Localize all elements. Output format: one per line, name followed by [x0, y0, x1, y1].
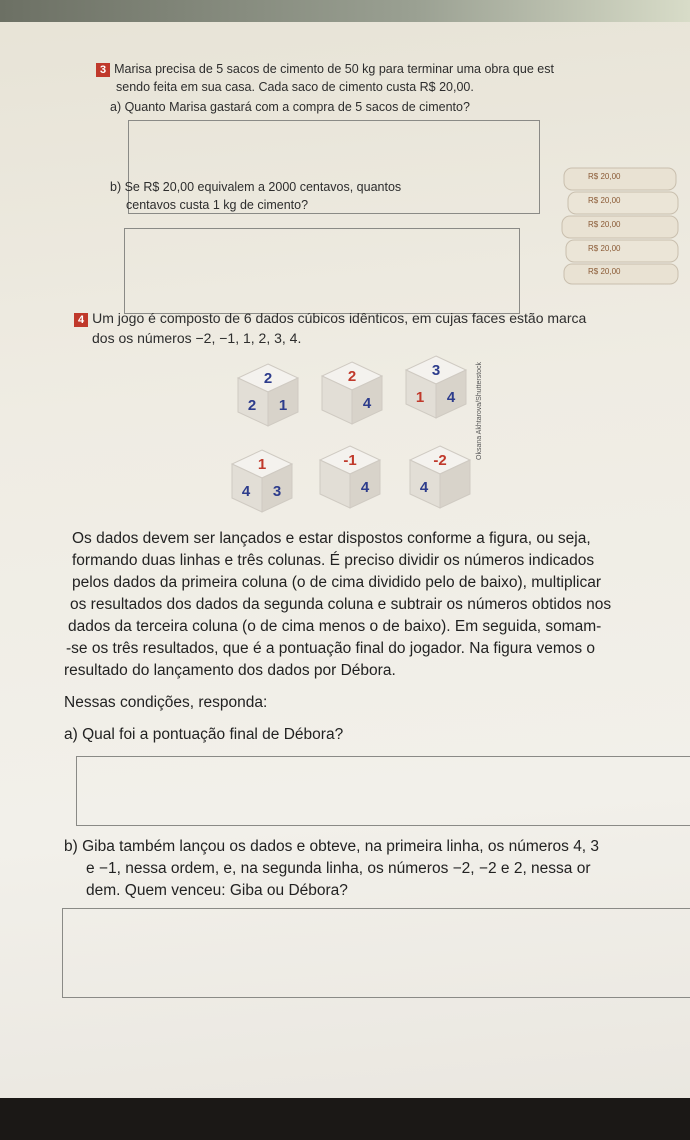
q3-answer-box-b[interactable] [124, 228, 520, 314]
q3-question-a: a) Quanto Marisa gastará com a compra de 5 sacos de cimento? [110, 100, 470, 114]
q4-intro-line2: dos os números −2, −1, 1, 2, 3, 4. [92, 330, 302, 346]
die-5-right: 4 [360, 479, 370, 496]
page-top-edge [0, 0, 690, 22]
bag-price-label-3: R$ 20,00 [588, 220, 621, 229]
q4-paragraph-line3: pelos dados da primeira coluna (o de cima dividido pelo de baixo), multiplicar [72, 574, 602, 591]
photo-credit: Oksana Akhtarova/Shutterstock [476, 361, 483, 460]
die-1-right: 1 [278, 397, 288, 414]
q3-number-badge: 3 [96, 63, 110, 77]
q4-intro-line1: 4 Um jogo é composto de 6 dados cúbicos idênticos, em cujas faces estão marca [74, 310, 586, 327]
die-row1-col2 [320, 360, 384, 426]
die-6-top: -2 [433, 452, 447, 469]
q4-question-b-line1: b) Giba também lançou os dados e obteve, na primeira linha, os números 4, 3 [64, 838, 600, 855]
q4-question-b-line2: e −1, nessa ordem, e, na segunda linha, os números −2, −2 e 2, nessa or [86, 860, 591, 877]
die-6-left: 4 [419, 479, 429, 496]
q4-conditions-label: Nessas condições, responda: [64, 694, 268, 711]
die-row1-col3 [404, 354, 468, 420]
q4-paragraph-line7: resultado do lançamento dos dados por Débora. [64, 662, 396, 679]
die-row1-col1 [236, 362, 300, 428]
q4-paragraph-line4: os resultados dos dados da segunda coluna e subtrair os números obtidos nos [70, 596, 612, 613]
q3-question-b-line1: b) Se R$ 20,00 equivalem a 2000 centavos, quantos [110, 180, 402, 194]
die-3-top: 3 [431, 362, 441, 379]
die-row2-col3 [408, 444, 472, 510]
bag-price-label-2: R$ 20,00 [588, 196, 621, 205]
bag-price-label-5: R$ 20,00 [588, 267, 621, 276]
q4-paragraph-line1: Os dados devem ser lançados e estar dispostos conforme a figura, ou seja, [72, 530, 591, 547]
die-row2-col1 [230, 448, 294, 514]
q4-paragraph-line5: dados da terceira coluna (o de cima menos o de baixo). Em seguida, somam- [68, 618, 602, 635]
die-4-right: 3 [272, 483, 282, 500]
cement-bags-illustration [544, 166, 690, 286]
q3-question-b-line2: centavos custa 1 kg de cimento? [126, 198, 309, 212]
q4-paragraph-line2: formando duas linhas e três colunas. É preciso dividir os números indicados [72, 552, 595, 569]
die-2-top: 2 [347, 368, 357, 385]
q4-paragraph-line6: -se os três resultados, que é a pontuação final do jogador. Na figura vemos o [66, 640, 596, 657]
q4-answer-box-a[interactable] [76, 756, 690, 826]
q4-number-badge: 4 [74, 313, 88, 327]
die-3-right: 4 [446, 389, 456, 406]
die-2-right: 4 [362, 395, 372, 412]
die-3-left: 1 [415, 389, 425, 406]
die-4-top: 1 [257, 456, 267, 473]
die-1-top: 2 [263, 370, 273, 387]
q4-question-a: a) Qual foi a pontuação final de Débora? [64, 726, 344, 743]
q3-intro-line2: sendo feita em sua casa. Cada saco de cimento custa R$ 20,00. [116, 80, 474, 94]
bag-price-label-4: R$ 20,00 [588, 244, 621, 253]
page-bottom-edge [0, 1098, 690, 1140]
q4-question-b-line3: dem. Quem venceu: Giba ou Débora? [86, 882, 348, 899]
die-row2-col2 [318, 444, 382, 510]
bag-price-label-1: R$ 20,00 [588, 172, 621, 181]
die-4-left: 4 [241, 483, 251, 500]
die-1-left: 2 [247, 397, 257, 414]
q4-answer-box-b[interactable] [62, 908, 690, 998]
die-5-top: -1 [343, 452, 357, 469]
q3-intro-line1: 3 Marisa precisa de 5 sacos de cimento de 50 kg para terminar uma obra que est [96, 62, 554, 77]
